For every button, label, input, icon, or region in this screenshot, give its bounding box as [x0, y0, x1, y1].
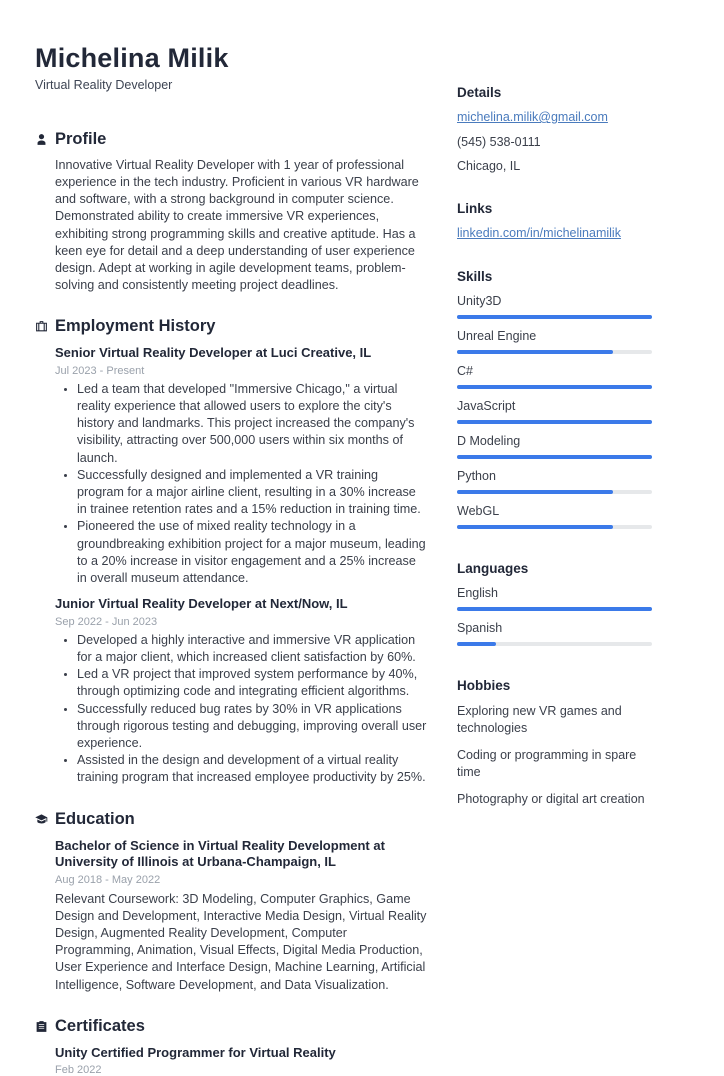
person-icon — [35, 133, 48, 146]
details-heading: Details — [457, 85, 502, 100]
education-dates: Aug 2018 - May 2022 — [55, 873, 161, 886]
skill-item — [457, 364, 652, 389]
candidate-name: Michelina Milik — [35, 43, 229, 73]
sidebar — [457, 0, 652, 1023]
hobby-item: Exploring new VR games and technologies — [457, 704, 622, 735]
skill-name: C# — [457, 364, 473, 378]
skill-item — [457, 504, 652, 529]
skill-bar-fill — [457, 490, 613, 494]
skill-item — [457, 329, 652, 354]
certificate-entry — [55, 1045, 427, 1076]
job-bullet-list — [55, 632, 427, 787]
job-entry — [55, 345, 427, 587]
language-bar-track — [457, 642, 652, 646]
language-name: English — [457, 586, 498, 600]
employment-heading-row — [35, 317, 427, 336]
skill-item — [457, 399, 652, 424]
email-link[interactable]: michelina.milik@gmail.com — [457, 110, 608, 124]
job-title: Senior Virtual Reality Developer at Luci Creative, IL — [55, 345, 372, 361]
skill-bar-fill — [457, 525, 613, 529]
job-title: Junior Virtual Reality Developer at Next/Now, IL — [55, 596, 348, 612]
skill-name: D Modeling — [457, 434, 521, 448]
employment-section — [35, 317, 427, 786]
location-text: Chicago, IL — [457, 159, 521, 173]
language-bar-track — [457, 607, 652, 611]
skill-bar-track — [457, 350, 652, 354]
job-dates: Sep 2022 - Jun 2023 — [55, 615, 158, 628]
skill-name: JavaScript — [457, 399, 516, 413]
job-dates: Jul 2023 - Present — [55, 364, 145, 377]
languages-section — [457, 561, 652, 646]
certificates-heading: Certificates — [55, 1016, 145, 1035]
skill-bar-fill — [457, 315, 652, 319]
job-bullet: • Successfully designed and implemented a VR training program for a major airline client, resulting in a 30% increase in trainee retention rates and a 15% reduction in training time. — [77, 467, 427, 519]
details-section — [457, 85, 652, 174]
skills-heading: Skills — [457, 269, 493, 284]
linkedin-link[interactable]: linkedin.com/in/michelinamilik — [457, 226, 621, 240]
hobby-item: Photography or digital art creation — [457, 792, 645, 806]
skill-bar-fill — [457, 350, 613, 354]
education-section — [35, 810, 427, 994]
education-heading-row — [35, 810, 427, 829]
skill-item — [457, 469, 652, 494]
education-description: Relevant Coursework: 3D Modeling, Computer Graphics, Game Design and Development, Interactive Media Design, Virtual Reality Design, Augmented Reality Development, Computer Programming, Animation, Visual Effects, Digital Media Production, User Experience and Interface Design, Machine Learning, Artificial Intelligence, Software Development, and Data Visualization. — [55, 891, 427, 992]
links-section — [457, 201, 652, 242]
education-heading: Education — [55, 809, 135, 828]
skill-bar-track — [457, 490, 652, 494]
skill-name: Unity3D — [457, 294, 502, 308]
language-bar-fill — [457, 642, 496, 646]
skill-bar-fill — [457, 455, 652, 459]
skill-name: WebGL — [457, 504, 500, 518]
job-entry — [55, 596, 427, 786]
employment-heading: Employment History — [55, 317, 216, 336]
skill-bar-track — [457, 455, 652, 459]
job-bullet: • Pioneered the use of mixed reality technology in a groundbreaking exhibition project for a major museum, leading to a 20% increase in visitor engagement and a 25% increase in overall museum attendance. — [77, 518, 427, 587]
profile-text: Innovative Virtual Reality Developer with 1 year of professional experience in the tech industry. Proficient in various VR hardware and software, with a strong background in computer science. Demonstrated ability to create immersive VR experiences, exhibiting strong programming skills and creative aptitude. Has a keen eye for detail and a deep understanding of user experience design. Adept at working in agile development teams, problem-solving and consistently meeting project deadlines. — [55, 157, 419, 293]
profile-heading: Profile — [55, 129, 107, 148]
certificate-title: Unity Certified Programmer for Virtual Reality — [55, 1044, 336, 1060]
language-name: Spanish — [457, 621, 503, 635]
skill-bar-track — [457, 315, 652, 319]
profile-heading-row — [35, 130, 427, 149]
skill-item — [457, 294, 652, 319]
language-bar-fill — [457, 607, 652, 611]
skill-name: Unreal Engine — [457, 329, 537, 343]
languages-heading: Languages — [457, 561, 529, 576]
certificates-section — [35, 1017, 427, 1076]
job-bullet: • Developed a highly interactive and immersive VR application for a major client, which increased client satisfaction by 60%. — [77, 632, 427, 666]
skill-item — [457, 434, 652, 459]
language-item — [457, 621, 652, 646]
skill-bar-track — [457, 420, 652, 424]
skill-bar-track — [457, 525, 652, 529]
hobbies-heading: Hobbies — [457, 678, 511, 693]
graduation-cap-icon — [35, 813, 48, 826]
language-item — [457, 586, 652, 611]
job-bullet-list — [55, 381, 427, 587]
skills-section — [457, 269, 652, 529]
hobby-item: Coding or programming in spare time — [457, 748, 637, 779]
skill-bar-fill — [457, 385, 652, 389]
clipboard-icon — [35, 1020, 48, 1033]
hobbies-section — [457, 678, 652, 808]
job-bullet: • Successfully reduced bug rates by 30% in VR applications through rigorous testing and debugging, improving overall user experience. — [77, 701, 427, 753]
candidate-title: Virtual Reality Developer — [35, 77, 173, 92]
job-bullet: • Led a team that developed "Immersive Chicago," a virtual reality experience that allowed users to explore the city's history and landmarks. This project increased the company's visibility, attracting over 500,000 users within six months of launch. — [77, 381, 427, 467]
job-bullet: • Led a VR project that improved system performance by 40%, through optimizing code and integrating efficient algorithms. — [77, 666, 427, 700]
skill-name: Python — [457, 469, 496, 483]
certificates-heading-row — [35, 1017, 427, 1036]
resume-header — [35, 44, 427, 92]
profile-section — [35, 130, 427, 295]
links-heading: Links — [457, 201, 493, 216]
degree-title: Bachelor of Science in Virtual Reality Development at University of Illinois at Urbana-Champaign, IL — [55, 837, 385, 870]
briefcase-icon — [35, 320, 48, 333]
skill-bar-track — [457, 385, 652, 389]
skill-bar-fill — [457, 420, 652, 424]
phone-number: (545) 538-0111 — [457, 135, 541, 149]
job-bullet: • Assisted in the design and development of a virtual reality training program that increased employee productivity by 25%. — [77, 752, 427, 786]
certificate-dates: Feb 2022 — [55, 1064, 102, 1076]
